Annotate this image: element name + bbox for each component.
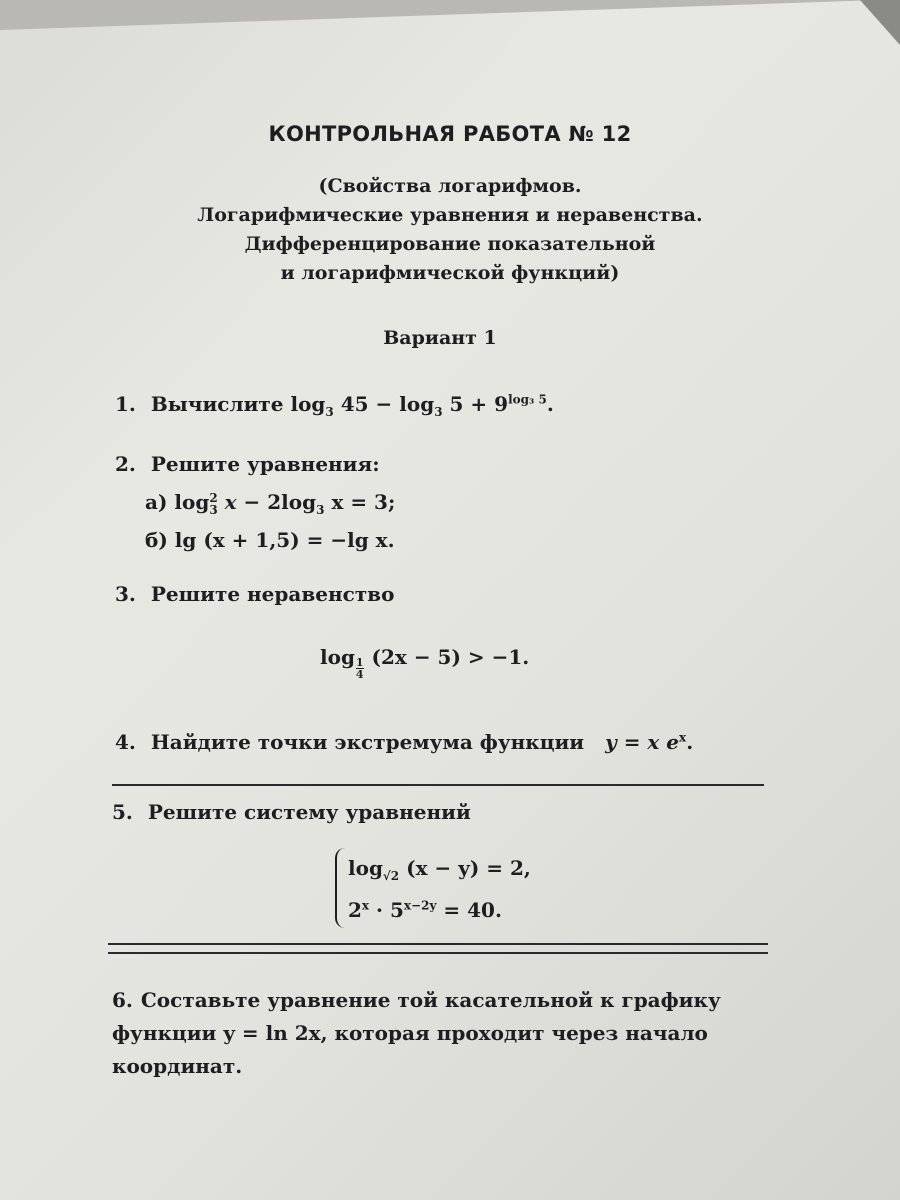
math-value: 5 (449, 392, 464, 416)
math-expr: (x − y) = 2, (406, 856, 531, 880)
divider-rule (108, 943, 768, 945)
math-base: 3 (434, 405, 443, 419)
math-expr: · 5 (376, 898, 404, 922)
math-var: x (224, 490, 237, 514)
math-log: log (348, 856, 383, 880)
math-fraction (356, 657, 364, 680)
task-5 (112, 800, 471, 824)
divider-rule (112, 784, 764, 786)
task-2a (145, 490, 395, 517)
variant-heading: Вариант 1 (383, 327, 497, 349)
subtask-label: б) (145, 528, 168, 552)
subtitle (0, 172, 900, 288)
math-base: 3 (209, 502, 218, 517)
task-2b (145, 528, 395, 552)
math-exponent: x−2y (403, 898, 437, 913)
task-number: 2. (115, 452, 136, 476)
math-log: log (320, 645, 355, 669)
task-number: 6. (112, 988, 133, 1012)
task-1 (115, 392, 554, 419)
task-number: 5. (112, 800, 133, 824)
task-text: Решите неравенство (150, 582, 395, 606)
subtitle-line: и логарифмической функций) (280, 262, 620, 284)
math-expr: x = 3; (331, 490, 396, 514)
subtitle-line: Логарифмические уравнения и неравенства. (197, 204, 703, 226)
task-text: Найдите точки экстремума функции (150, 730, 585, 754)
task-text: Вычислите (150, 392, 284, 416)
math-exponent: log₃ 5 (508, 392, 547, 407)
math-sup: 2 (209, 490, 218, 505)
math-op: − (375, 392, 393, 416)
math-log: log (290, 392, 326, 416)
math-expr: lg (x + 1,5) = −lg x. (174, 528, 395, 552)
task-4 (115, 730, 693, 754)
math-base: √2 (382, 869, 400, 883)
task-3-inequality (320, 645, 529, 680)
task-6 (112, 984, 777, 1083)
math-exponent: x (361, 898, 370, 913)
system-brace (335, 848, 347, 928)
math-expr: − 2log (243, 490, 317, 514)
system-eq-1 (348, 856, 531, 883)
math-end: . (686, 730, 694, 754)
task-2 (115, 452, 380, 476)
math-exponent: x (679, 730, 687, 745)
task-number: 3. (115, 582, 136, 606)
system-eq-2 (348, 898, 502, 922)
task-text: Составьте уравнение той касательной к графику функции y = ln 2x, которая проходит через начало координат. (112, 988, 721, 1078)
math-base: 3 (325, 405, 334, 419)
task-text: Решите систему уравнений (147, 800, 471, 824)
math-expr: (2x − 5) > −1. (371, 645, 530, 669)
math-log: log (399, 392, 435, 416)
fraction-numerator: 1 (355, 656, 364, 669)
divider-rule (108, 952, 768, 954)
math-value: 45 (340, 392, 369, 416)
subtask-label: а) (145, 490, 168, 514)
math-end: . (546, 392, 554, 416)
math-op: + (470, 392, 488, 416)
subtitle-line: Дифференцирование показательной (244, 233, 656, 255)
task-number: 1. (115, 392, 136, 416)
math-expr: y = x e (605, 730, 680, 754)
math-base: 3 (316, 503, 325, 517)
math-log: log (174, 490, 210, 514)
math-value: 2 (348, 898, 362, 922)
math-sup-sub (209, 492, 217, 516)
task-3 (115, 582, 394, 606)
math-value: 9 (494, 392, 509, 416)
task-number: 4. (115, 730, 136, 754)
subtitle-line: (Свойства логарифмов. (318, 175, 582, 197)
math-expr: = 40. (443, 898, 502, 922)
fraction-denominator: 4 (355, 668, 364, 681)
sheet-title: КОНТРОЛЬНАЯ РАБОТА № 12 (268, 122, 632, 146)
task-text: Решите уравнения: (150, 452, 380, 476)
